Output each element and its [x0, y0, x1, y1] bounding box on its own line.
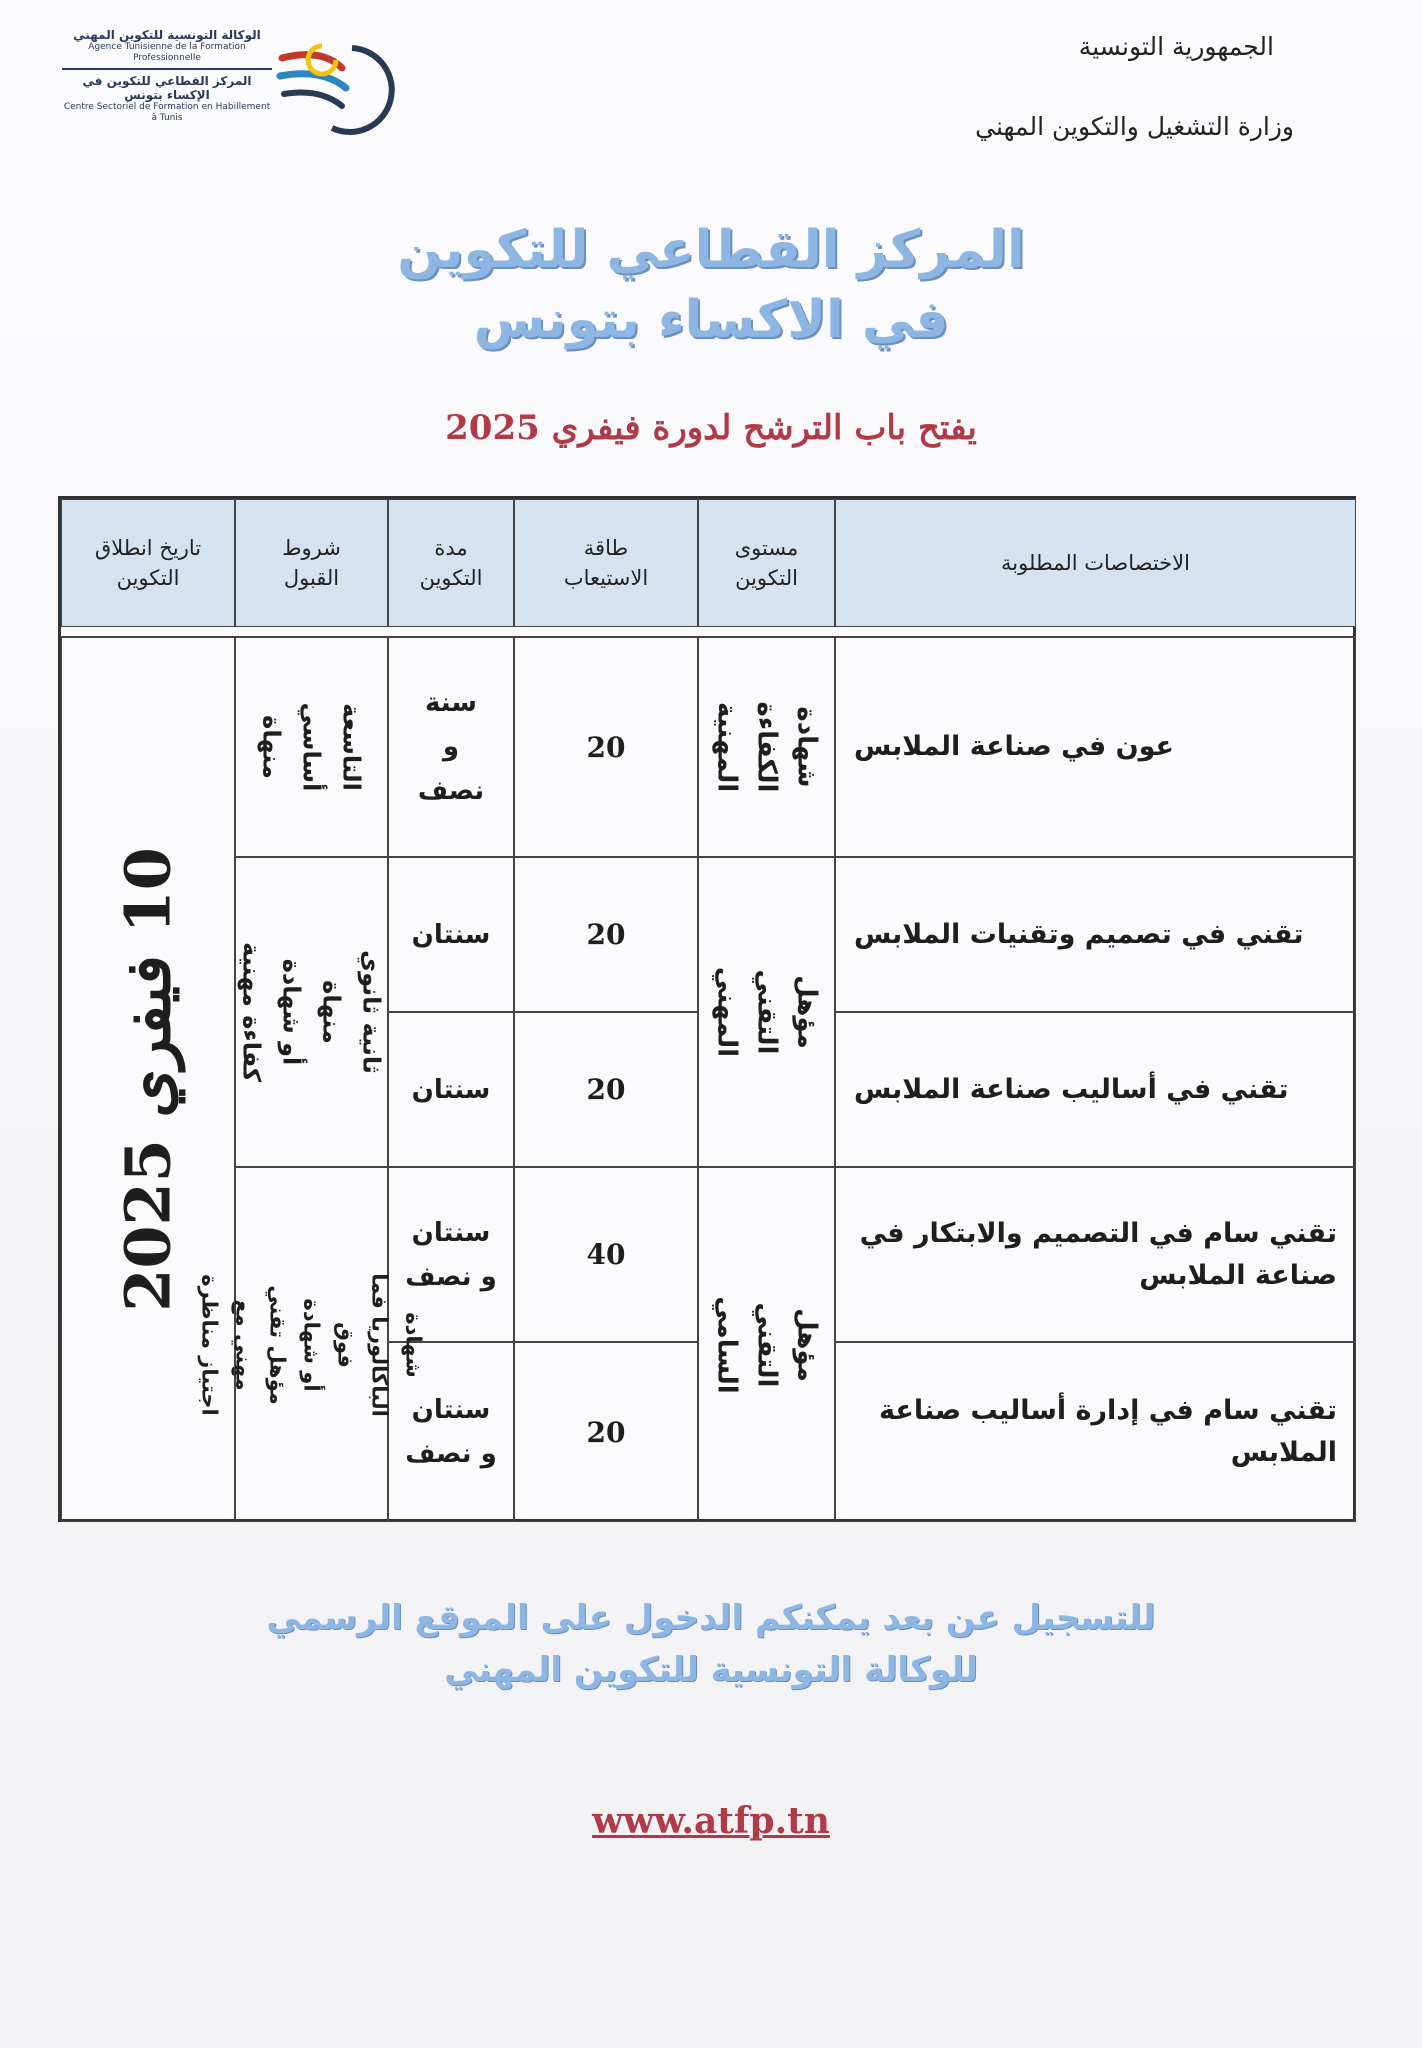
start-date-text: 10 فيفري 2025: [111, 847, 185, 1312]
logo-line-3: المركز القطاعي للتكوين في الإكساء بتونس: [82, 74, 252, 102]
ministry-label: وزارة التشغيل والتكوين المهني: [975, 112, 1294, 141]
specialties-table: [58, 496, 1356, 1522]
table-row-duration: سنتان: [388, 857, 514, 1012]
table-row-capacity: 20: [514, 857, 698, 1012]
agency-logo: [62, 28, 392, 148]
conditions-cell-caf: [235, 637, 388, 857]
table-row-capacity: 40: [514, 1167, 698, 1342]
table-row-capacity: 20: [514, 1342, 698, 1522]
level-btp-text: مؤهل التقني المهني: [711, 966, 822, 1058]
conditions-btp-text: ثانية ثانوي منهاة أو شهادة كفاءة مهنية: [237, 942, 386, 1082]
table-row-specialty: عون في صناعة الملابس: [835, 637, 1356, 857]
level-cell-bts: [698, 1167, 835, 1522]
conditions-cell-bts: [197, 1167, 426, 1522]
conditions-cell-btp: [235, 857, 388, 1167]
level-cell-btp: [698, 857, 835, 1167]
table-row-capacity: 20: [514, 1012, 698, 1167]
header-capacity: طاقة الاستيعاب: [514, 499, 698, 627]
table-row-specialty: تقني سام في التصميم والابتكار في صناعة الملابس: [835, 1167, 1356, 1342]
table-row-specialty: تقني سام في إدارة أساليب صناعة الملابس: [835, 1342, 1356, 1522]
table-row-specialty: تقني في أساليب صناعة الملابس: [835, 1012, 1356, 1167]
conditions-caf-text: التاسعة أساسي منهاة: [257, 702, 366, 792]
logo-line-4: Centre Sectoriel de Formation en Habillement à Tunis: [63, 102, 271, 123]
start-date-cell: [61, 637, 235, 1522]
header-specialties: الاختصاصات المطلوبة: [835, 499, 1356, 627]
registration-note-line-1: للتسجيل عن بعد يمكنكم الدخول على الموقع الرسمي: [266, 1598, 1156, 1638]
atfp-emblem-icon: [262, 28, 392, 148]
table-row-duration: سنتان و نصف: [388, 1167, 514, 1342]
level-bts-text: مؤهل التقني السامي: [711, 1295, 822, 1394]
table-row-duration: سنة و نصف: [388, 637, 514, 857]
logo-line-2: Agence Tunisienne de la Formation Professionnelle: [88, 42, 246, 63]
table-row-specialty: تقني في تصميم وتقنيات الملابس: [835, 857, 1356, 1012]
table-row-duration: سنتان و نصف: [388, 1342, 514, 1522]
header-duration: مدة التكوين: [388, 499, 514, 627]
level-caf-text: شهادة الكفاءة المهنية: [711, 701, 822, 793]
header-level: مستوى التكوين: [698, 499, 835, 627]
session-announcement: يفتح باب الترشح لدورة فيفري 2025: [445, 408, 977, 448]
website-link[interactable]: www.atfp.tn: [592, 1800, 830, 1842]
table-row-capacity: 20: [514, 637, 698, 857]
level-cell-caf: [698, 637, 835, 857]
table-row-duration: سنتان: [388, 1012, 514, 1167]
logo-line-1: الوكالة التونسية للتكوين المهني: [73, 28, 261, 42]
logo-divider: [62, 68, 272, 70]
header-conditions: شروط القبول: [235, 499, 388, 627]
registration-note-line-2: للوكالة التونسية للتكوين المهني: [444, 1650, 978, 1690]
logo-text: [62, 28, 272, 124]
republic-label: الجمهورية التونسية: [1078, 32, 1274, 61]
header-spacer: [61, 627, 1356, 637]
center-title-line-1: المركز القطاعي للتكوين: [397, 220, 1025, 280]
center-title-line-2: في الاكساء بتونس: [473, 290, 949, 350]
conditions-bts-text: شهادة الباكالوريا فما فوق أو شهادة مؤهل تقني مهني مع اجتياز مناظرة: [197, 1272, 426, 1417]
header-start-date: تاريخ انطلاق التكوين: [61, 499, 235, 627]
